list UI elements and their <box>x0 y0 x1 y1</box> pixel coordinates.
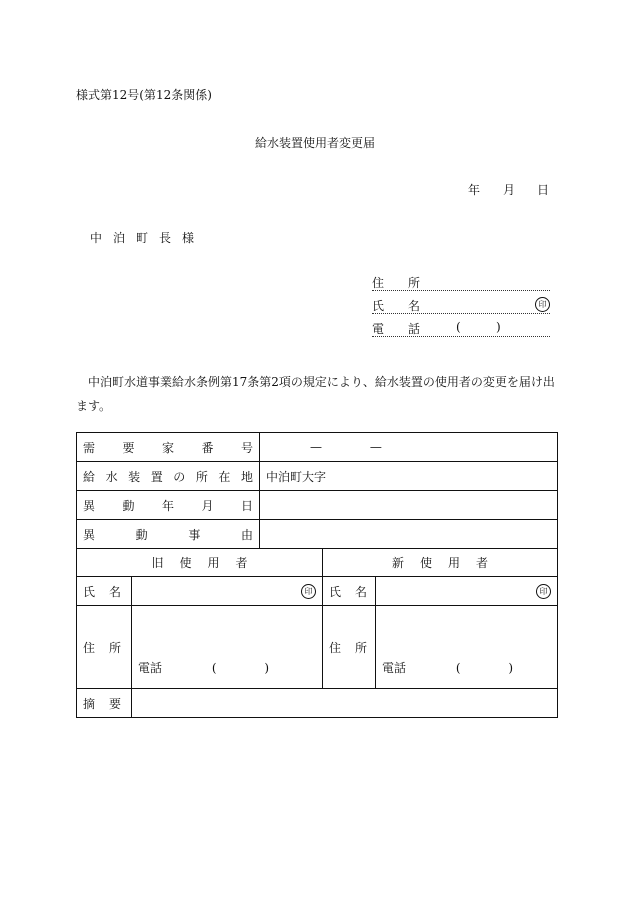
addressee-char: 長 <box>158 231 171 245</box>
paren-close: ) <box>508 661 514 675</box>
change-reason-field[interactable] <box>260 520 558 549</box>
old-address-field[interactable] <box>132 606 323 689</box>
applicant-name-label: 氏 <box>372 299 385 313</box>
table-row <box>77 433 558 462</box>
table-row <box>77 549 558 577</box>
applicant-phone-label: 話 <box>408 322 421 336</box>
applicant-address-label: 所 <box>408 276 421 290</box>
date-month: 月 <box>503 183 516 197</box>
number-dash: — <box>310 440 323 454</box>
document-title: 給水装置使用者変更届 <box>254 136 375 150</box>
new-name-field[interactable] <box>376 577 558 606</box>
customer-number-label: 需 要 家 番 号 <box>77 433 260 462</box>
installation-location-field[interactable]: 中泊町大字 <box>260 462 558 491</box>
applicant-phone-label: 電 <box>372 322 385 336</box>
change-reason-label: 異 動 事 由 <box>77 520 260 549</box>
old-user-header: 旧 使 用 者 <box>77 549 323 577</box>
addressee <box>90 229 194 246</box>
seal-mark: 印 <box>536 584 551 599</box>
date-year: 年 <box>468 183 481 197</box>
new-name-label: 氏 名 <box>323 577 376 606</box>
phone-paren-close: ) <box>496 320 501 334</box>
table-row <box>77 520 558 549</box>
addressee-char: 中 <box>90 231 103 245</box>
new-address-label: 住 所 <box>323 606 376 689</box>
remarks-field[interactable] <box>132 689 558 718</box>
customer-number-field[interactable] <box>260 433 558 462</box>
applicant-name-label: 名 <box>408 299 421 313</box>
number-dash: — <box>369 440 382 454</box>
old-name-label: 氏 名 <box>77 577 132 606</box>
change-date-field[interactable] <box>260 491 558 520</box>
form-number: 様式第12号(第12条関係) <box>76 88 212 102</box>
date-day: 日 <box>537 183 550 197</box>
new-address-field[interactable] <box>376 606 558 689</box>
paren-open: ( <box>211 661 217 675</box>
old-phone-label: 電話 <box>138 661 163 675</box>
new-phone-label: 電話 <box>382 661 407 675</box>
new-user-header: 新 使 用 者 <box>323 549 558 577</box>
table-row <box>77 577 558 606</box>
addressee-char: 町 <box>135 231 148 245</box>
table-row <box>77 462 558 491</box>
installation-location-label: 給 水 装 置 の 所 在 地 <box>77 462 260 491</box>
body-text: 中泊町水道事業給水条例第17条第2項の規定により、給水装置の使用者の変更を届け出ます。 <box>76 375 555 413</box>
table-row <box>77 491 558 520</box>
old-name-field[interactable] <box>132 577 323 606</box>
seal-mark: 印 <box>301 584 316 599</box>
old-address-label: 住 所 <box>77 606 132 689</box>
applicant-phone-line[interactable] <box>372 320 550 337</box>
applicant-name-line[interactable] <box>372 297 550 314</box>
seal-mark: 印 <box>535 297 550 312</box>
phone-paren-open: ( <box>456 320 461 334</box>
remarks-label: 摘 要 <box>77 689 132 718</box>
applicant-address-label: 住 <box>372 276 385 290</box>
table-row <box>77 689 558 718</box>
addressee-char: 泊 <box>112 231 125 245</box>
paren-open: ( <box>455 661 461 675</box>
paren-close: ) <box>264 661 270 675</box>
change-date-label: 異 動 年 月 日 <box>77 491 260 520</box>
table-row <box>77 606 558 689</box>
addressee-char: 様 <box>181 231 194 245</box>
form-table <box>76 432 558 718</box>
applicant-address-line[interactable] <box>372 274 550 291</box>
